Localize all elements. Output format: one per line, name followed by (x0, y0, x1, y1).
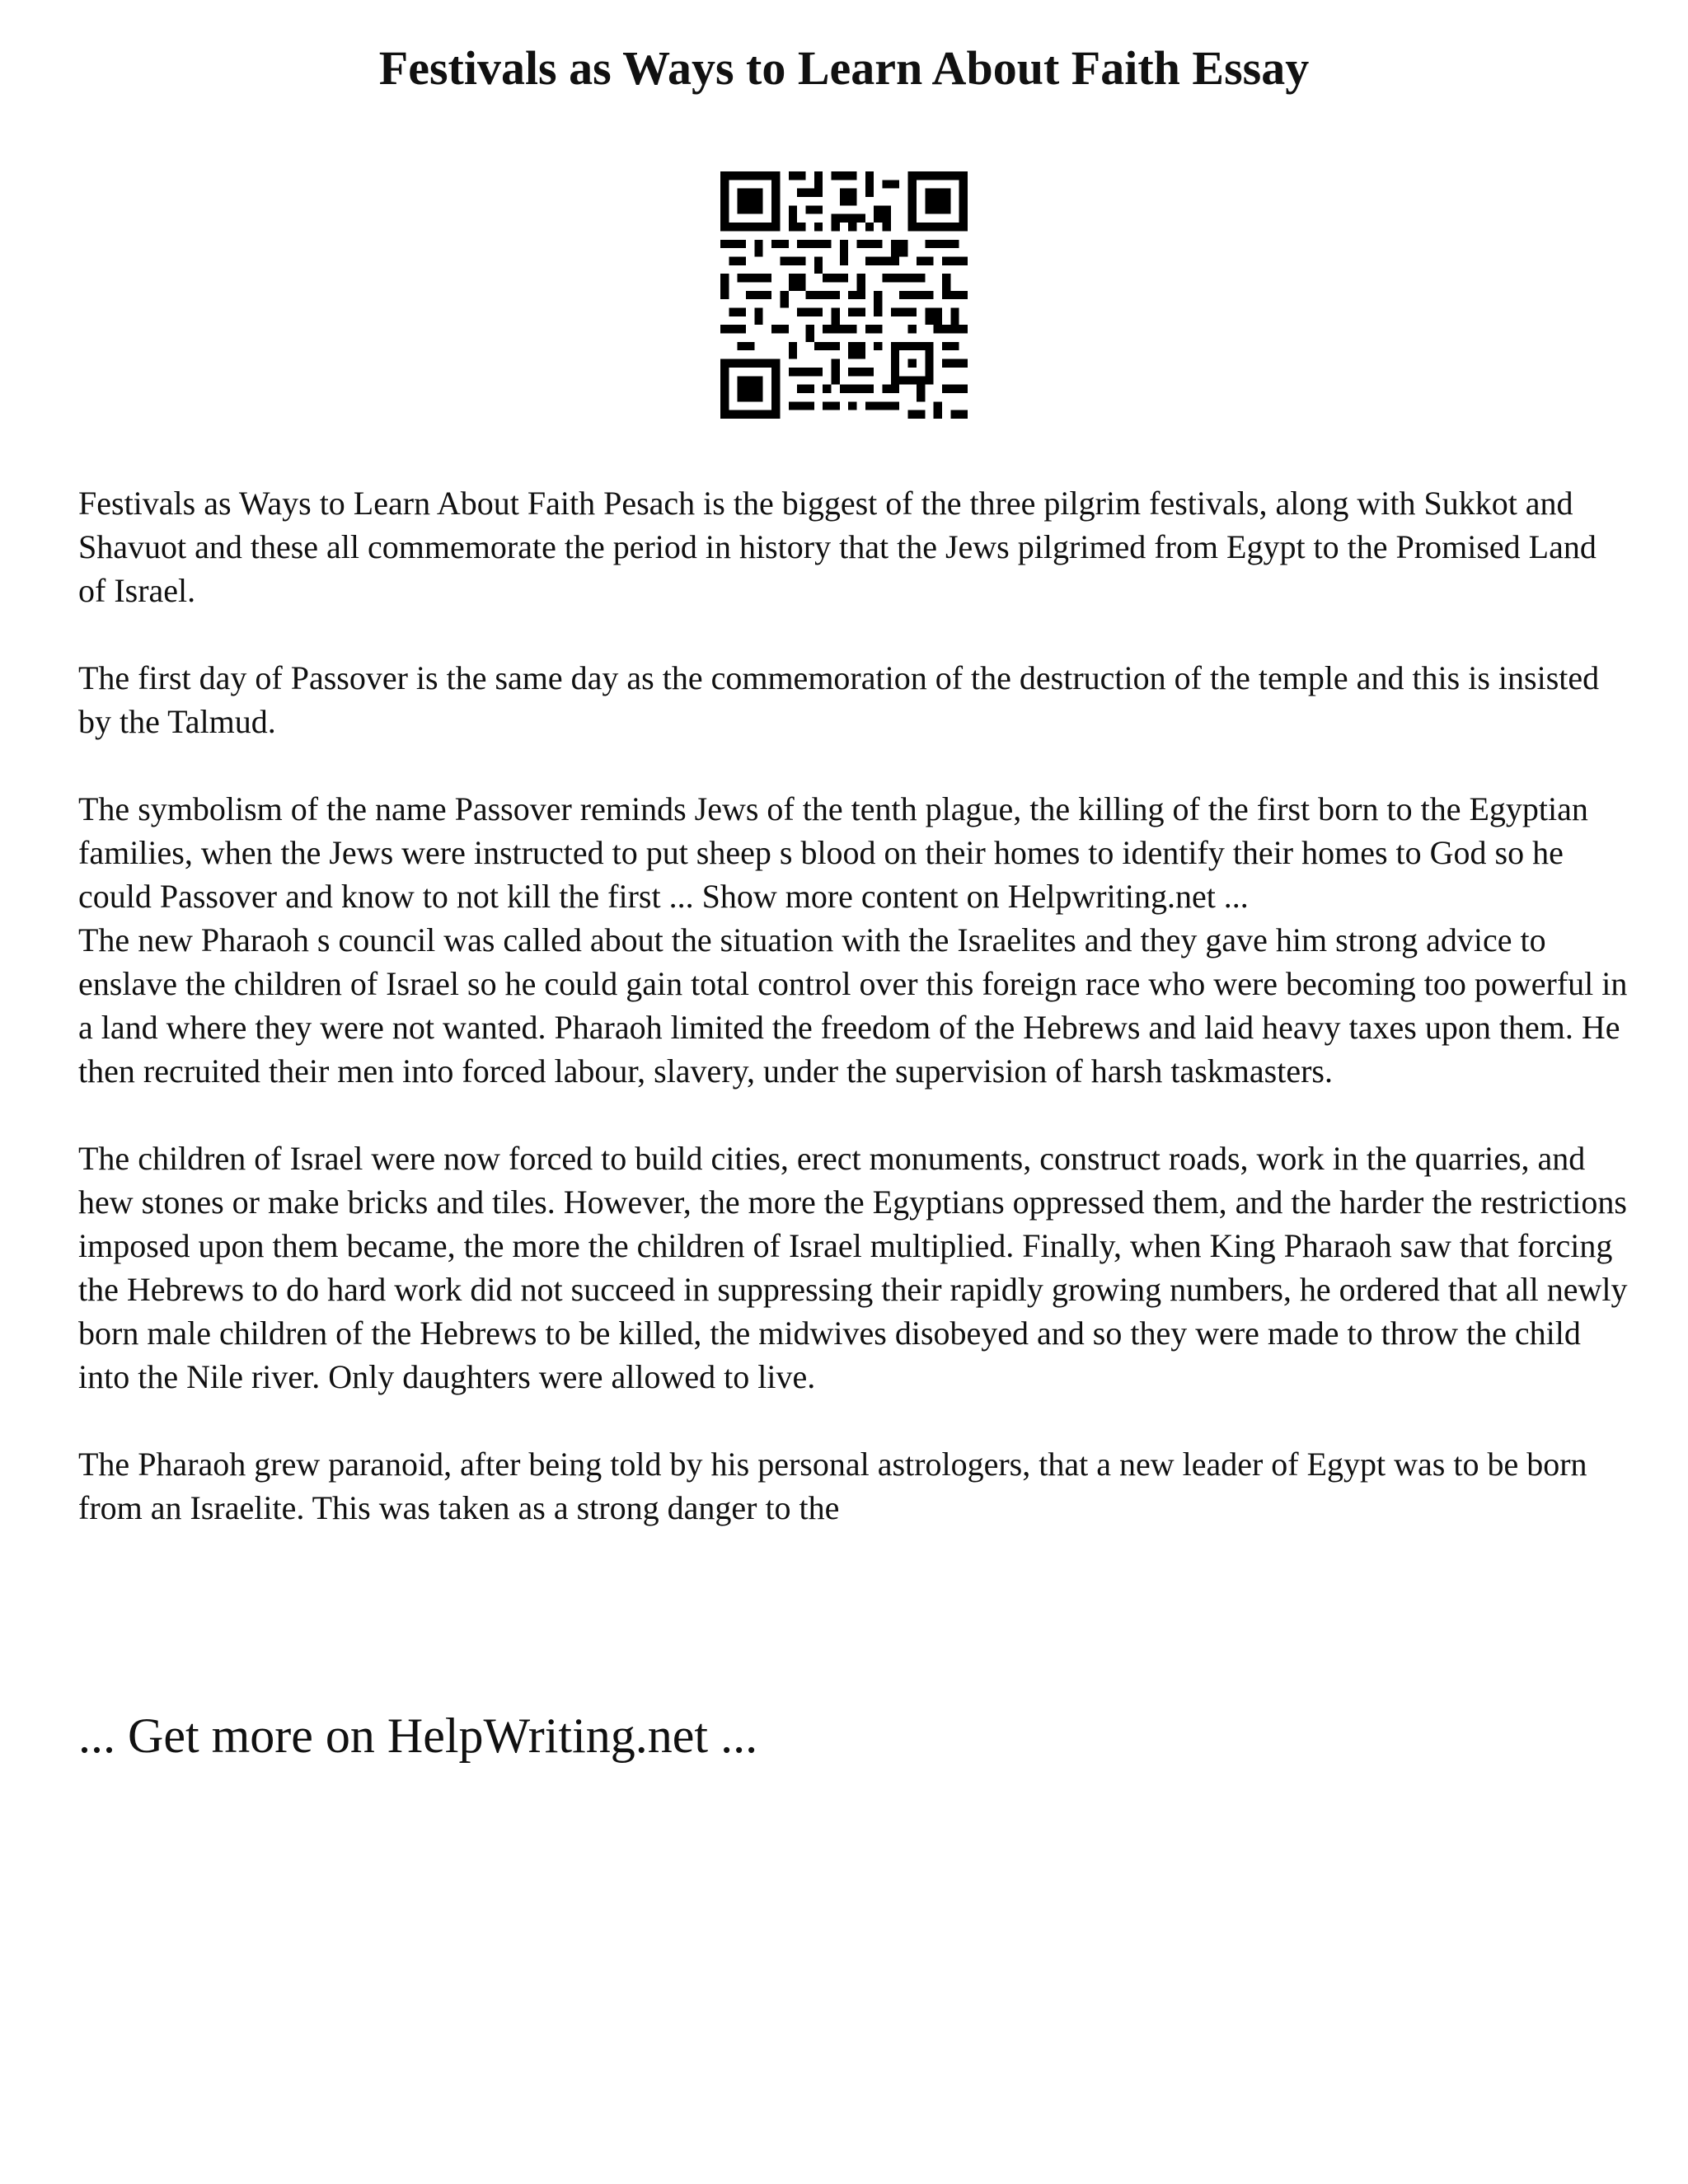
paragraph-5: The children of Israel were now forced to build cities, erect monuments, construct roads, work in the quarries, and hew stones or make bricks and tiles. However, the more the Egyptians oppressed them, and the harder the restrictions imposed upon them became, the more the children of Israel multiplied. Finally, when King Pharaoh saw that forcing the Hebrews to do hard work did not succeed in suppressing their rapidly growing numbers, he ordered that all newly born male children of the Hebrews to be killed, the midwives disobeyed and so they were made to throw the child into the Nile river. Only daughters were allowed to live. (78, 1140, 1628, 1395)
paragraph-6: The Pharaoh grew paranoid, after being told by his personal astrologers, that a new leader of Egypt was to be born from an Israelite. This was taken as a strong danger to the (78, 1446, 1587, 1526)
paragraph-2: The first day of Passover is the same day as the commemoration of the destruction of the temple and this is insisted by the Talmud. (78, 659, 1600, 740)
paragraph-1: Festivals as Ways to Learn About Faith Pesach is the biggest of the three pilgrim festivals, along with Sukkot and Shavuot and these all commemorate the period in history that the Jews pilgrimed from Egypt to the Promised Land of Israel. (78, 485, 1597, 609)
paragraph-4: The new Pharaoh s council was called about the situation with the Israelites and they gave him strong advice to enslave the children of Israel so he could gain total control over this foreign race who were becoming too powerful in a land where they were not wanted. Pharaoh limited the freedom of the Hebrews and laid heavy taxes upon them. He then recruited their men into forced labour, slavery, under the supervision of harsh taskmasters. (78, 921, 1628, 1090)
essay-body (78, 481, 1628, 1530)
qr-code-icon[interactable] (720, 171, 968, 419)
paragraph-3: The symbolism of the name Passover reminds Jews of the tenth plague, the killing of the first born to the Egyptian families, when the Jews were instructed to put sheep s blood on their homes to identify their homes to God so he could Passover and know to not kill the first ... Show more content on Helpwriting.net ... (78, 790, 1588, 915)
page-title: Festivals as Ways to Learn About Faith Essay (378, 41, 1310, 95)
get-more-link[interactable]: ... Get more on HelpWriting.net ... (78, 1708, 758, 1763)
